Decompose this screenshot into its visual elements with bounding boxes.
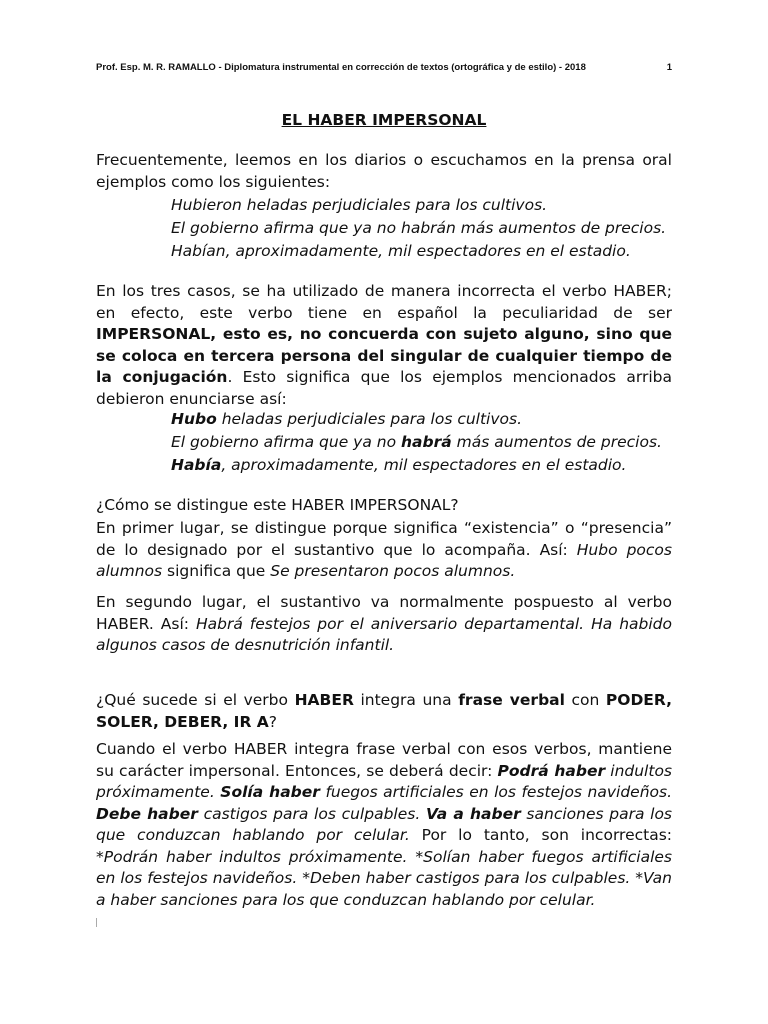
question-2: ¿Qué sucede si el verbo HABER integra una frase verbal con PODER, SOLER, DEBER, IR A? — [96, 691, 673, 731]
header-text: Prof. Esp. M. R. RAMALLO - Diplomatura instrumental en corrección de textos (ortográfica y de estilo) - 2018 — [96, 62, 586, 73]
intro-paragraph: Frecuentemente, leemos en los diarios o escuchamos en la prensa oral ejemplos como los siguientes: — [96, 151, 672, 191]
wrong-example-2: El gobierno afirma que ya no habrán más aumentos de precios. — [171, 219, 667, 237]
second-criterion-paragraph: En segundo lugar, el sustantivo va normalmente pospuesto al verbo HABER. Así: Habrá festejos por el aniversario departamental. Ha habido algunos casos de desnutrición infantil. — [96, 593, 672, 654]
wrong-example-3: Habían, aproximadamente, mil espectadores en el estadio. — [171, 242, 631, 260]
margin-mark — [96, 918, 97, 927]
correct-example-3: Había, aproximadamente, mil espectadores en el estadio. — [171, 456, 627, 474]
wrong-example-1: Hubieron heladas perjudiciales para los cultivos. — [171, 196, 548, 214]
page-number: 1 — [666, 62, 672, 73]
first-criterion-paragraph: En primer lugar, se distingue porque significa “existencia” o “presencia” de lo designado por el sustantivo que lo acompaña. Así: Hubo pocos alumnos significa que Se presentaron pocos alumnos. — [96, 519, 672, 580]
correct-example-1: Hubo heladas perjudiciales para los cultivos. — [171, 410, 523, 428]
answer-paragraph: Cuando el verbo HABER integra frase verbal con esos verbos, mantiene su carácter impersonal. Entonces, se deberá decir: Podrá haber indultos próximamente. Solía haber fuegos artificiales en los festejos navideños. Debe haber castigos para los culpables. Va a haber sanciones para los que conduzcan hablando por celular. Por lo tanto, son incorrectas: *Podrán haber indultos próximamente. *Solían haber fuegos artificiales en los festejos navideños. *Deben haber castigos para los culpables. *Van a haber sanciones para los que conduzcan hablando por celular. — [96, 740, 673, 909]
document-title: EL HABER IMPERSONAL — [281, 111, 487, 129]
question-1: ¿Cómo se distingue este HABER IMPERSONAL? — [96, 496, 459, 514]
page-header — [96, 62, 672, 73]
correct-example-2: El gobierno afirma que ya no habrá más aumentos de precios. — [171, 433, 662, 451]
explanation-paragraph: En los tres casos, se ha utilizado de manera incorrecta el verbo HABER; en efecto, este verbo tiene en español la peculiaridad de ser IMPERSONAL, esto es, no concuerda con sujeto alguno, sino que se coloca en tercera persona del singular de cualquier tiempo de la conjugación. Esto significa que los ejemplos mencionados arriba debieron enunciarse así: — [96, 282, 672, 408]
